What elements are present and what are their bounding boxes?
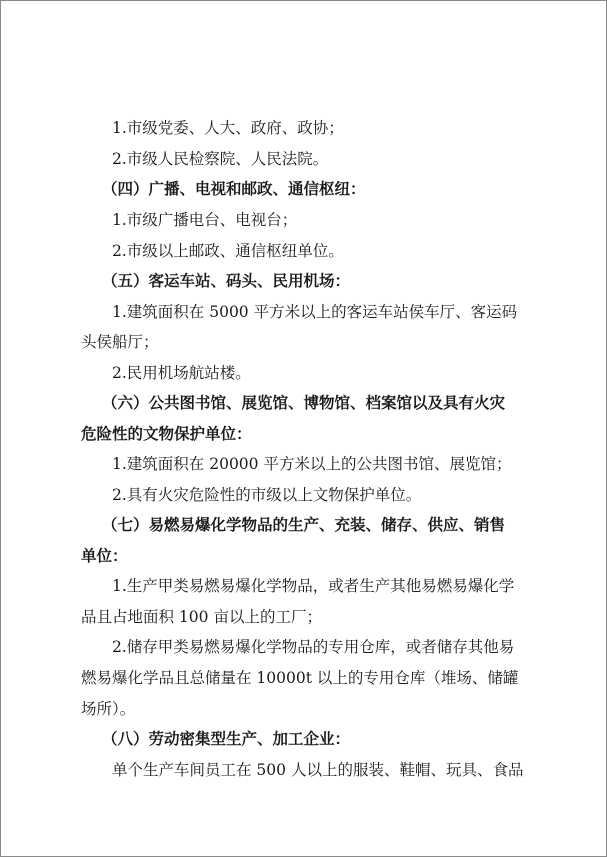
text-line-11: 品且占地面积 100 亩以上的工厂； (81, 608, 322, 626)
text-line-8: 1.建筑面积在 20000 平方米以上的公共图书馆、展览馆； (112, 455, 512, 473)
text-line-5: 1.建筑面积在 5000 平方米以上的客运车站侯车厅、客运码 (112, 303, 518, 321)
text-line-6: 头侯船厅； (81, 333, 159, 351)
text-line-13: 燃易爆化学品且总储量在 10000t 以上的专用仓库（堆场、储罐 (81, 669, 519, 687)
section-heading-7-cont: 单位： (81, 546, 128, 565)
text-line-15: 单个生产车间员工在 500 人以上的服装、鞋帽、玩具、食品 (112, 761, 524, 779)
section-heading-5: （五）客运车站、码头、民用机场： (102, 271, 351, 290)
text-line-4: 2.市级以上邮政、通信枢纽单位。 (112, 242, 344, 260)
text-line-2: 2.市级人民检察院、人民法院。 (112, 150, 329, 168)
text-line-3: 1.市级广播电台、电视台； (112, 211, 298, 229)
section-heading-6: （六）公共图书馆、展览馆、博物馆、档案馆以及具有火灾 (102, 393, 506, 412)
section-heading-6-cont: 危险性的文物保护单位： (81, 424, 252, 443)
section-heading-8: （八）劳动密集型生产、加工企业： (102, 729, 351, 748)
text-line-12: 2.储存甲类易燃易爆化学物品的专用仓库，或者储存其他易 (112, 638, 515, 656)
text-line-9: 2.具有火灾危险性的市级以上文物保护单位。 (112, 486, 422, 504)
text-line-7: 2.民用机场航站楼。 (112, 364, 251, 382)
text-line-1: 1.市级党委、人大、政府、政协； (112, 119, 344, 137)
text-line-14: 场所）。 (81, 700, 136, 718)
section-heading-4: （四）广播、电视和邮政、通信枢纽： (102, 179, 366, 198)
text-line-10: 1.生产甲类易燃易爆化学物品，或者生产其他易燃易爆化学 (112, 577, 515, 595)
section-heading-7: （七）易燃易爆化学物品的生产、充装、储存、供应、销售 (102, 515, 506, 534)
